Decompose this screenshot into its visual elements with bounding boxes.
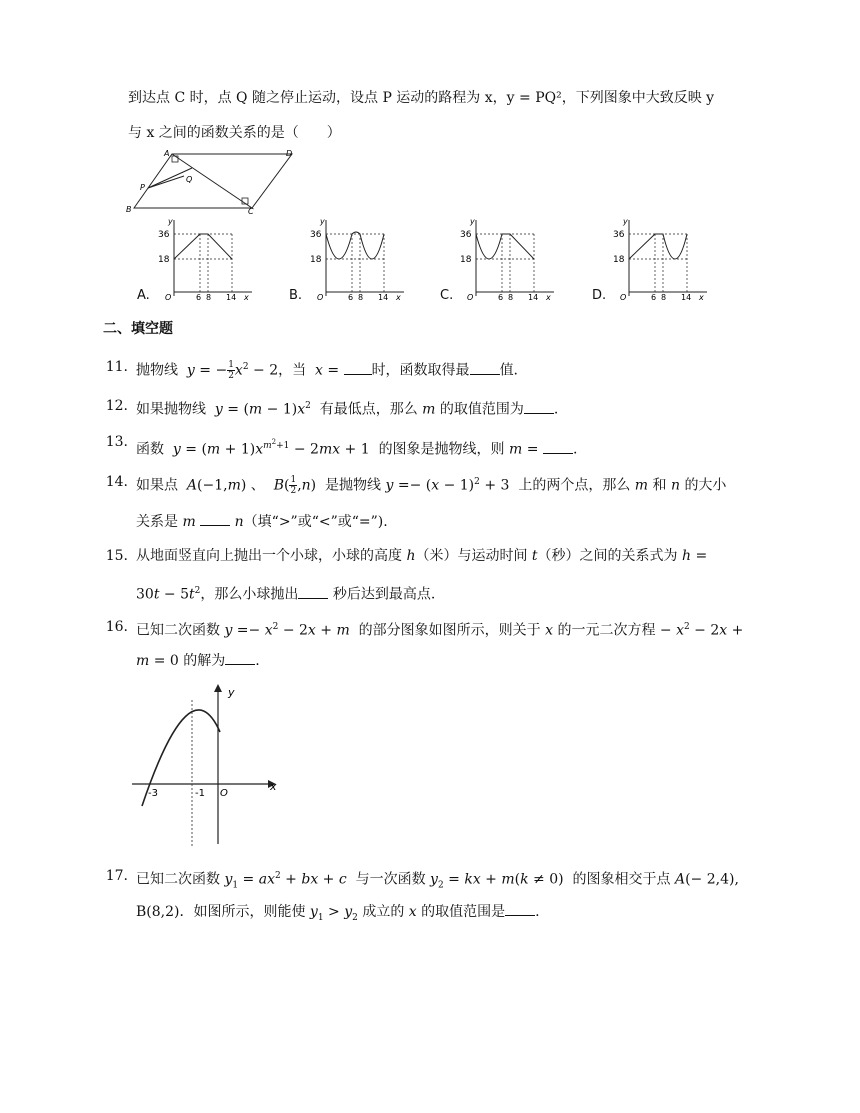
q15-blank[interactable] — [298, 584, 328, 599]
q14-number: 14. — [105, 474, 128, 490]
tick-36: 36 — [460, 230, 472, 240]
q11-number: 11. — [105, 359, 128, 375]
q14-text-1: 如果点 A(−1,m) 、 B( $\frac{1}{2}$ ,n) 是抛物线 $y =- (x - 1)^2 + 3$ 上的两个点，那么 m 和 n 的大小 — [136, 475, 727, 497]
x-axis-label: x — [396, 293, 401, 302]
option-graph-c — [458, 216, 558, 302]
tick-18: 18 — [158, 255, 170, 265]
origin-label: O — [317, 293, 324, 302]
tick-14: 14 — [528, 293, 539, 302]
intro-line-2: 与 x 之间的函数关系的是（ ） — [128, 125, 341, 141]
q17-text-2: B(8,2)．如图所示，则能使 $y_1 > y_2$ 成立的 x 的取值范围是 . — [136, 901, 540, 928]
q11-blank-2[interactable] — [470, 360, 500, 375]
q11-text: 抛物线 y = − $\frac{1}{2}$ $x^2 - 2$，当 x = 时，函数取得最 值. — [136, 360, 519, 382]
y-axis-label: y — [168, 217, 173, 226]
parallelogram-figure — [124, 146, 304, 216]
y-axis-label: y — [623, 217, 628, 226]
origin-label: O — [467, 293, 474, 302]
option-graph-b — [308, 216, 408, 302]
origin-label: O — [165, 293, 172, 302]
q16-y-label: y — [228, 686, 235, 699]
label-D: D — [286, 149, 293, 158]
tick-36: 36 — [158, 230, 170, 240]
q16-tick-minus3: -3 — [148, 788, 158, 799]
tick-18: 18 — [310, 255, 322, 265]
tick-6: 6 — [498, 293, 504, 302]
option-d-label[interactable]: D. — [592, 288, 607, 303]
tick-6: 6 — [196, 293, 202, 302]
label-Q: Q — [186, 175, 193, 184]
tick-14: 14 — [681, 293, 692, 302]
tick-6: 6 — [348, 293, 354, 302]
origin-label: O — [620, 293, 627, 302]
tick-8: 8 — [358, 293, 364, 302]
q15-text-2: $30t - 5t^2$，那么小球抛出 秒后达到最高点. — [136, 581, 435, 605]
q16-blank[interactable] — [225, 650, 255, 665]
q16-parabola-graph — [128, 680, 288, 848]
tick-6: 6 — [651, 293, 657, 302]
q12-number: 12. — [105, 398, 128, 414]
q16-origin: O — [220, 788, 228, 799]
y-axis-label: y — [320, 217, 325, 226]
label-A: A — [164, 149, 170, 158]
q14-blank[interactable] — [200, 511, 230, 526]
q16-text-2: m = 0 的解为 . — [136, 650, 260, 671]
tick-14: 14 — [226, 293, 237, 302]
label-P: P — [140, 183, 145, 192]
x-axis-label: x — [546, 293, 551, 302]
x-axis-label: x — [244, 293, 249, 302]
q12-blank[interactable] — [524, 399, 554, 414]
q16-tick-minus1: -1 — [195, 788, 205, 799]
tick-14: 14 — [378, 293, 389, 302]
q11-blank-1[interactable] — [344, 360, 372, 375]
tick-8: 8 — [661, 293, 667, 302]
label-C: C — [248, 207, 254, 216]
label-B: B — [126, 205, 132, 214]
q13-blank[interactable] — [543, 439, 573, 454]
q15-number: 15. — [105, 548, 128, 564]
q17-text-1: 已知二次函数 $y_1 = ax^2$ + bx + c 与一次函数 $y_2$ = kx + m(k ≠ 0) 的图象相交于点 A(− 2,4), — [136, 871, 739, 891]
q15-text-1: 从地面竖直向上抛出一个小球，小球的高度 h（米）与运动时间 t（秒）之间的关系式为 h = — [136, 548, 708, 564]
tick-36: 36 — [613, 230, 625, 240]
intro-line-1: 到达点 C 时，点 Q 随之停止运动，设点 P 运动的路程为 x，y = PQ²，下列图象中大致反映 y — [128, 90, 715, 106]
option-b-label[interactable]: B. — [289, 288, 303, 303]
q16-number: 16. — [105, 619, 128, 635]
option-graph-a — [156, 216, 256, 302]
q13-text: 函数 $y = (m + 1)x^{m^2+1} - 2mx + 1$ 的图象是抛物线，则 m = . — [136, 438, 578, 458]
tick-18: 18 — [613, 255, 625, 265]
option-graph-d — [611, 216, 711, 302]
tick-8: 8 — [508, 293, 514, 302]
x-axis-label: x — [699, 293, 704, 302]
option-c-label[interactable]: C. — [440, 288, 454, 303]
q13-number: 13. — [105, 434, 128, 450]
q16-text-1: 已知二次函数 $y =- x^2 - 2x + m$ 的部分图象如图所示，则关于 x 的一元二次方程 − $x^2 - 2x$ + — [136, 622, 744, 639]
tick-36: 36 — [310, 230, 322, 240]
option-a-label[interactable]: A. — [137, 288, 150, 303]
q17-number: 17. — [105, 868, 128, 884]
tick-8: 8 — [206, 293, 212, 302]
q14-text-2: 关系是 m n（填“>”或“<”或“=”). — [136, 511, 388, 532]
tick-18: 18 — [460, 255, 472, 265]
q17-blank[interactable] — [505, 901, 535, 916]
q16-x-label: x — [270, 780, 277, 793]
y-axis-label: y — [470, 217, 475, 226]
q12-text: 如果抛物线 $y = (m - 1)x^2$ 有最低点，那么 m 的取值范围为 . — [136, 396, 558, 420]
section-title: 二、填空题 — [103, 321, 173, 337]
